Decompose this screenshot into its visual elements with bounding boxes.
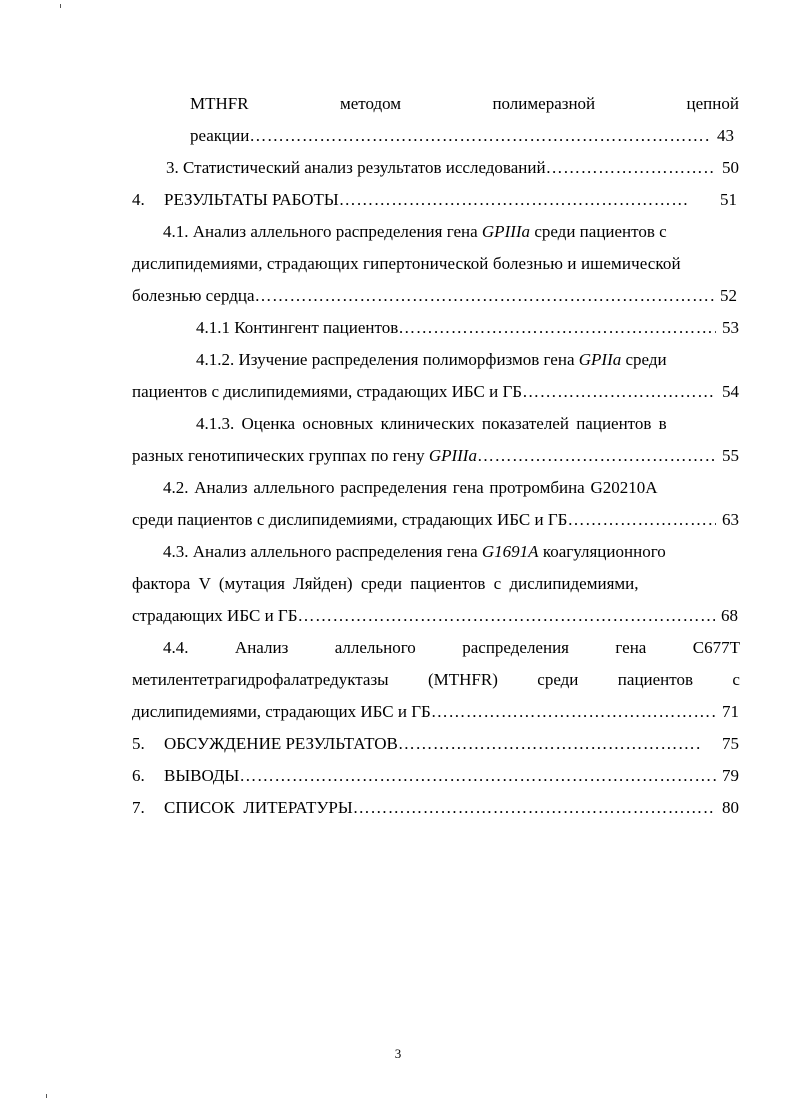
toc-entry-pcr[interactable] bbox=[190, 125, 734, 147]
text: коагуляционного bbox=[538, 542, 666, 561]
toc-entry-number: 7. bbox=[132, 798, 145, 817]
toc-entry-text: 3. Статистический анализ результатов исследований bbox=[166, 158, 546, 177]
toc-entry-references[interactable] bbox=[132, 797, 739, 819]
toc-line bbox=[196, 349, 740, 371]
word: гена bbox=[615, 638, 647, 657]
leader-dots bbox=[398, 733, 702, 755]
toc-entry-text: СПИСОК ЛИТЕРАТУРЫ bbox=[164, 798, 353, 817]
toc-entry-conclusions[interactable] bbox=[132, 765, 739, 787]
leader-dots bbox=[477, 445, 716, 467]
text: 4.1.2. Изучение распределения полиморфизмов гена bbox=[196, 350, 579, 369]
leader-dots bbox=[298, 605, 715, 627]
toc-entry-results[interactable] bbox=[132, 189, 737, 211]
toc-page-number: 43 bbox=[717, 126, 734, 145]
gene-name: G1691A bbox=[481, 542, 539, 561]
toc-page-number: 51 bbox=[720, 190, 737, 209]
toc-line bbox=[196, 413, 740, 435]
text: фактора V (мутация Ляйден) среди пациентов с дислипидемиями, bbox=[132, 574, 639, 593]
toc-entry-number: 5. bbox=[132, 734, 145, 753]
toc-line bbox=[163, 541, 740, 563]
toc-entry-clinical[interactable] bbox=[132, 445, 739, 467]
toc-entry-statistics[interactable] bbox=[166, 157, 739, 179]
toc-line bbox=[163, 221, 740, 243]
word: C677T bbox=[692, 638, 740, 657]
leader-dots bbox=[339, 189, 688, 211]
toc-entry-discussion[interactable] bbox=[132, 733, 739, 755]
toc-entry-text: пациентов с дислипидемиями, страдающих ИБС и ГБ bbox=[132, 382, 523, 401]
toc-entry-text: страдающих ИБС и ГБ bbox=[132, 606, 298, 625]
toc-line-mthfr bbox=[190, 93, 739, 115]
toc-line bbox=[132, 573, 740, 595]
leader-dots bbox=[431, 701, 716, 723]
word: среди bbox=[537, 670, 579, 689]
toc-entry-contingent[interactable] bbox=[196, 317, 739, 339]
toc-page-number: 68 bbox=[721, 606, 738, 625]
text: 4.2. Анализ аллельного распределения гена протромбина G20210A bbox=[163, 478, 658, 497]
toc-entry-number: 6. bbox=[132, 766, 145, 785]
toc-page-number: 75 bbox=[722, 734, 739, 753]
scan-mark-top bbox=[60, 4, 61, 8]
toc-entry-text: ВЫВОДЫ bbox=[164, 766, 240, 785]
page-number: 3 bbox=[394, 1046, 402, 1061]
text: 4.3. Анализ аллельного распределения гена bbox=[163, 542, 482, 561]
text: дислипидемиями, страдающих гипертонической болезнью и ишемической bbox=[132, 254, 681, 273]
text: разных генотипических группах по гену bbox=[132, 446, 429, 465]
toc-page-number: 53 bbox=[722, 318, 739, 337]
toc-page-number: 71 bbox=[722, 702, 739, 721]
leader-dots bbox=[249, 125, 711, 147]
word: MTHFR bbox=[190, 94, 249, 113]
leader-dots bbox=[522, 381, 716, 403]
leader-dots bbox=[239, 765, 716, 787]
word: цепной bbox=[686, 94, 739, 113]
toc-line bbox=[132, 253, 740, 275]
toc-page-number: 52 bbox=[720, 286, 737, 305]
scan-mark-bottom bbox=[46, 1094, 47, 1098]
toc-page-number: 54 bbox=[722, 382, 739, 401]
toc-page-number: 50 bbox=[722, 158, 739, 177]
word: методом bbox=[339, 94, 402, 113]
toc-page-number: 80 bbox=[722, 798, 739, 817]
toc-entry-prothrombin[interactable] bbox=[132, 509, 739, 531]
toc-line bbox=[163, 477, 740, 499]
toc-entry-text: ОБСУЖДЕНИЕ РЕЗУЛЬТАТОВ bbox=[164, 734, 398, 753]
word: пациентов bbox=[617, 670, 694, 689]
leader-dots bbox=[546, 157, 716, 179]
leader-dots bbox=[255, 285, 714, 307]
gene-name: GPIIa bbox=[578, 350, 622, 369]
word: (MTHFR) bbox=[427, 670, 498, 689]
toc-entry-gpiiia[interactable] bbox=[132, 285, 737, 307]
word: 4.4. bbox=[163, 638, 189, 657]
word: Анализ bbox=[234, 638, 289, 657]
toc-entry-gpiia[interactable] bbox=[132, 381, 739, 403]
toc-line bbox=[163, 637, 740, 659]
toc-entry-text: РЕЗУЛЬТАТЫ РАБОТЫ bbox=[164, 190, 339, 209]
word: полимеразной bbox=[492, 94, 596, 113]
leader-dots bbox=[398, 317, 716, 339]
toc-entry-text: болезнью сердца bbox=[132, 286, 255, 305]
toc-line bbox=[132, 669, 740, 691]
word: распределения bbox=[462, 638, 569, 657]
word: с bbox=[732, 670, 740, 689]
toc-entry-text: 4.1.1 Контингент пациентов bbox=[196, 318, 399, 337]
toc-page-number: 79 bbox=[722, 766, 739, 785]
gene-name: GPIIIa bbox=[481, 222, 531, 241]
toc-entry-text: реакции bbox=[190, 126, 250, 145]
leader-dots bbox=[353, 797, 716, 819]
gene-name: GPIIIa bbox=[428, 446, 477, 465]
leader-dots bbox=[567, 509, 716, 531]
toc-entry-factor-v[interactable] bbox=[132, 605, 738, 627]
text: 4.1. Анализ аллельного распределения гена bbox=[163, 222, 482, 241]
word: аллельного bbox=[334, 638, 416, 657]
toc-entry-number: 4. bbox=[132, 190, 145, 209]
text: 4.1.3. Оценка основных клинических показателей пациентов в bbox=[196, 414, 667, 433]
text: среди bbox=[621, 350, 667, 369]
toc-entry-text: среди пациентов с дислипидемиями, страдающих ИБС и ГБ bbox=[132, 510, 568, 529]
toc-entry-text: дислипидемиями, страдающих ИБС и ГБ bbox=[132, 702, 431, 721]
toc-page-number: 63 bbox=[722, 510, 739, 529]
text: среди пациентов с bbox=[530, 222, 667, 241]
toc-page-number: 55 bbox=[722, 446, 739, 465]
toc-entry-text bbox=[132, 445, 477, 467]
toc-entry-mthfr[interactable] bbox=[132, 701, 739, 723]
word: метилентетрагидрофалатредуктазы bbox=[132, 670, 389, 689]
